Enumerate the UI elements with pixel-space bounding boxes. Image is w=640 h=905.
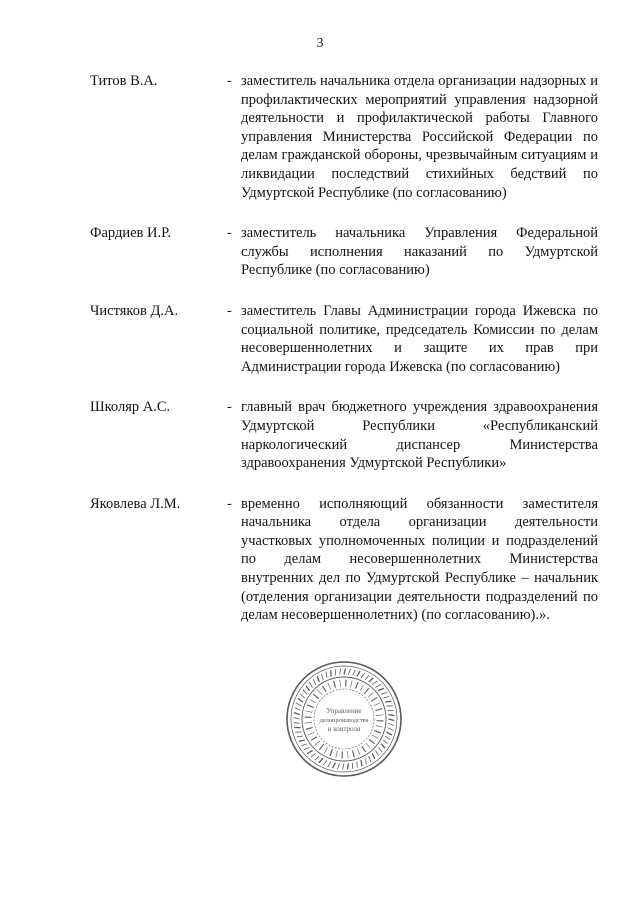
seal-text-line: Управление bbox=[326, 707, 362, 715]
member-name: Яковлева Л.М. bbox=[90, 495, 181, 512]
member-name: Чистяков Д.А. bbox=[90, 302, 179, 319]
member-name: Титов В.А. bbox=[90, 73, 158, 89]
list-item bbox=[90, 398, 598, 472]
member-name: Школяр А.С. bbox=[90, 399, 171, 416]
entry-dash: - bbox=[227, 302, 232, 319]
member-position: временно исполняющий обязанности заместителя начальника отдела организации деятельности участковых уполномоченных полиции и подразделений по делам несовершеннолетних Министерства внутренних дел по Удмуртской Республике – начальник (отделения организации деятельности подразделений по делам несовершеннолетних) (по согласованию).». bbox=[241, 495, 598, 624]
entry-dash: - bbox=[227, 225, 232, 242]
member-name: Фардиев И.Р. bbox=[90, 225, 171, 242]
member-position: заместитель Главы Администрации города Ижевска по социальной политике, председатель Комиссии по делам несовершеннолетних и защите их прав при Администрации города Ижевска (по согласованию) bbox=[241, 302, 598, 375]
seal-text-line: делопроизводства bbox=[319, 717, 369, 724]
list-item bbox=[90, 302, 598, 376]
page-number: 3 bbox=[316, 36, 324, 51]
seal-text-line: и контроля bbox=[327, 725, 361, 733]
entry-dash: - bbox=[227, 73, 232, 89]
list-item bbox=[90, 72, 598, 202]
list-item bbox=[90, 224, 598, 280]
member-position: заместитель начальника Управления Федеральной службы исполнения наказаний по Удмуртской Республике (по согласованию) bbox=[241, 225, 598, 279]
member-position: главный врач бюджетного учреждения здравоохранения Удмуртской Республики «Республиканский наркологический диспансер Министерства здравоохранения Удмуртской Республики» bbox=[241, 399, 598, 472]
member-list bbox=[90, 72, 598, 647]
entry-dash: - bbox=[227, 495, 232, 512]
seal-icon bbox=[284, 659, 404, 779]
entry-dash: - bbox=[227, 399, 232, 416]
list-item bbox=[90, 495, 598, 625]
member-position: заместитель начальника отдела организации надзорных и профилактических мероприятий управления надзорной деятельности и профилактической работы Главного управления Министерства Российской Федерации по делам гражданской обороны, чрезвычайным ситуациям и ликвидации последствий стихийных бедствий по Удмуртской Республике (по согласованию) bbox=[241, 73, 598, 201]
official-seal-stamp bbox=[284, 659, 404, 779]
